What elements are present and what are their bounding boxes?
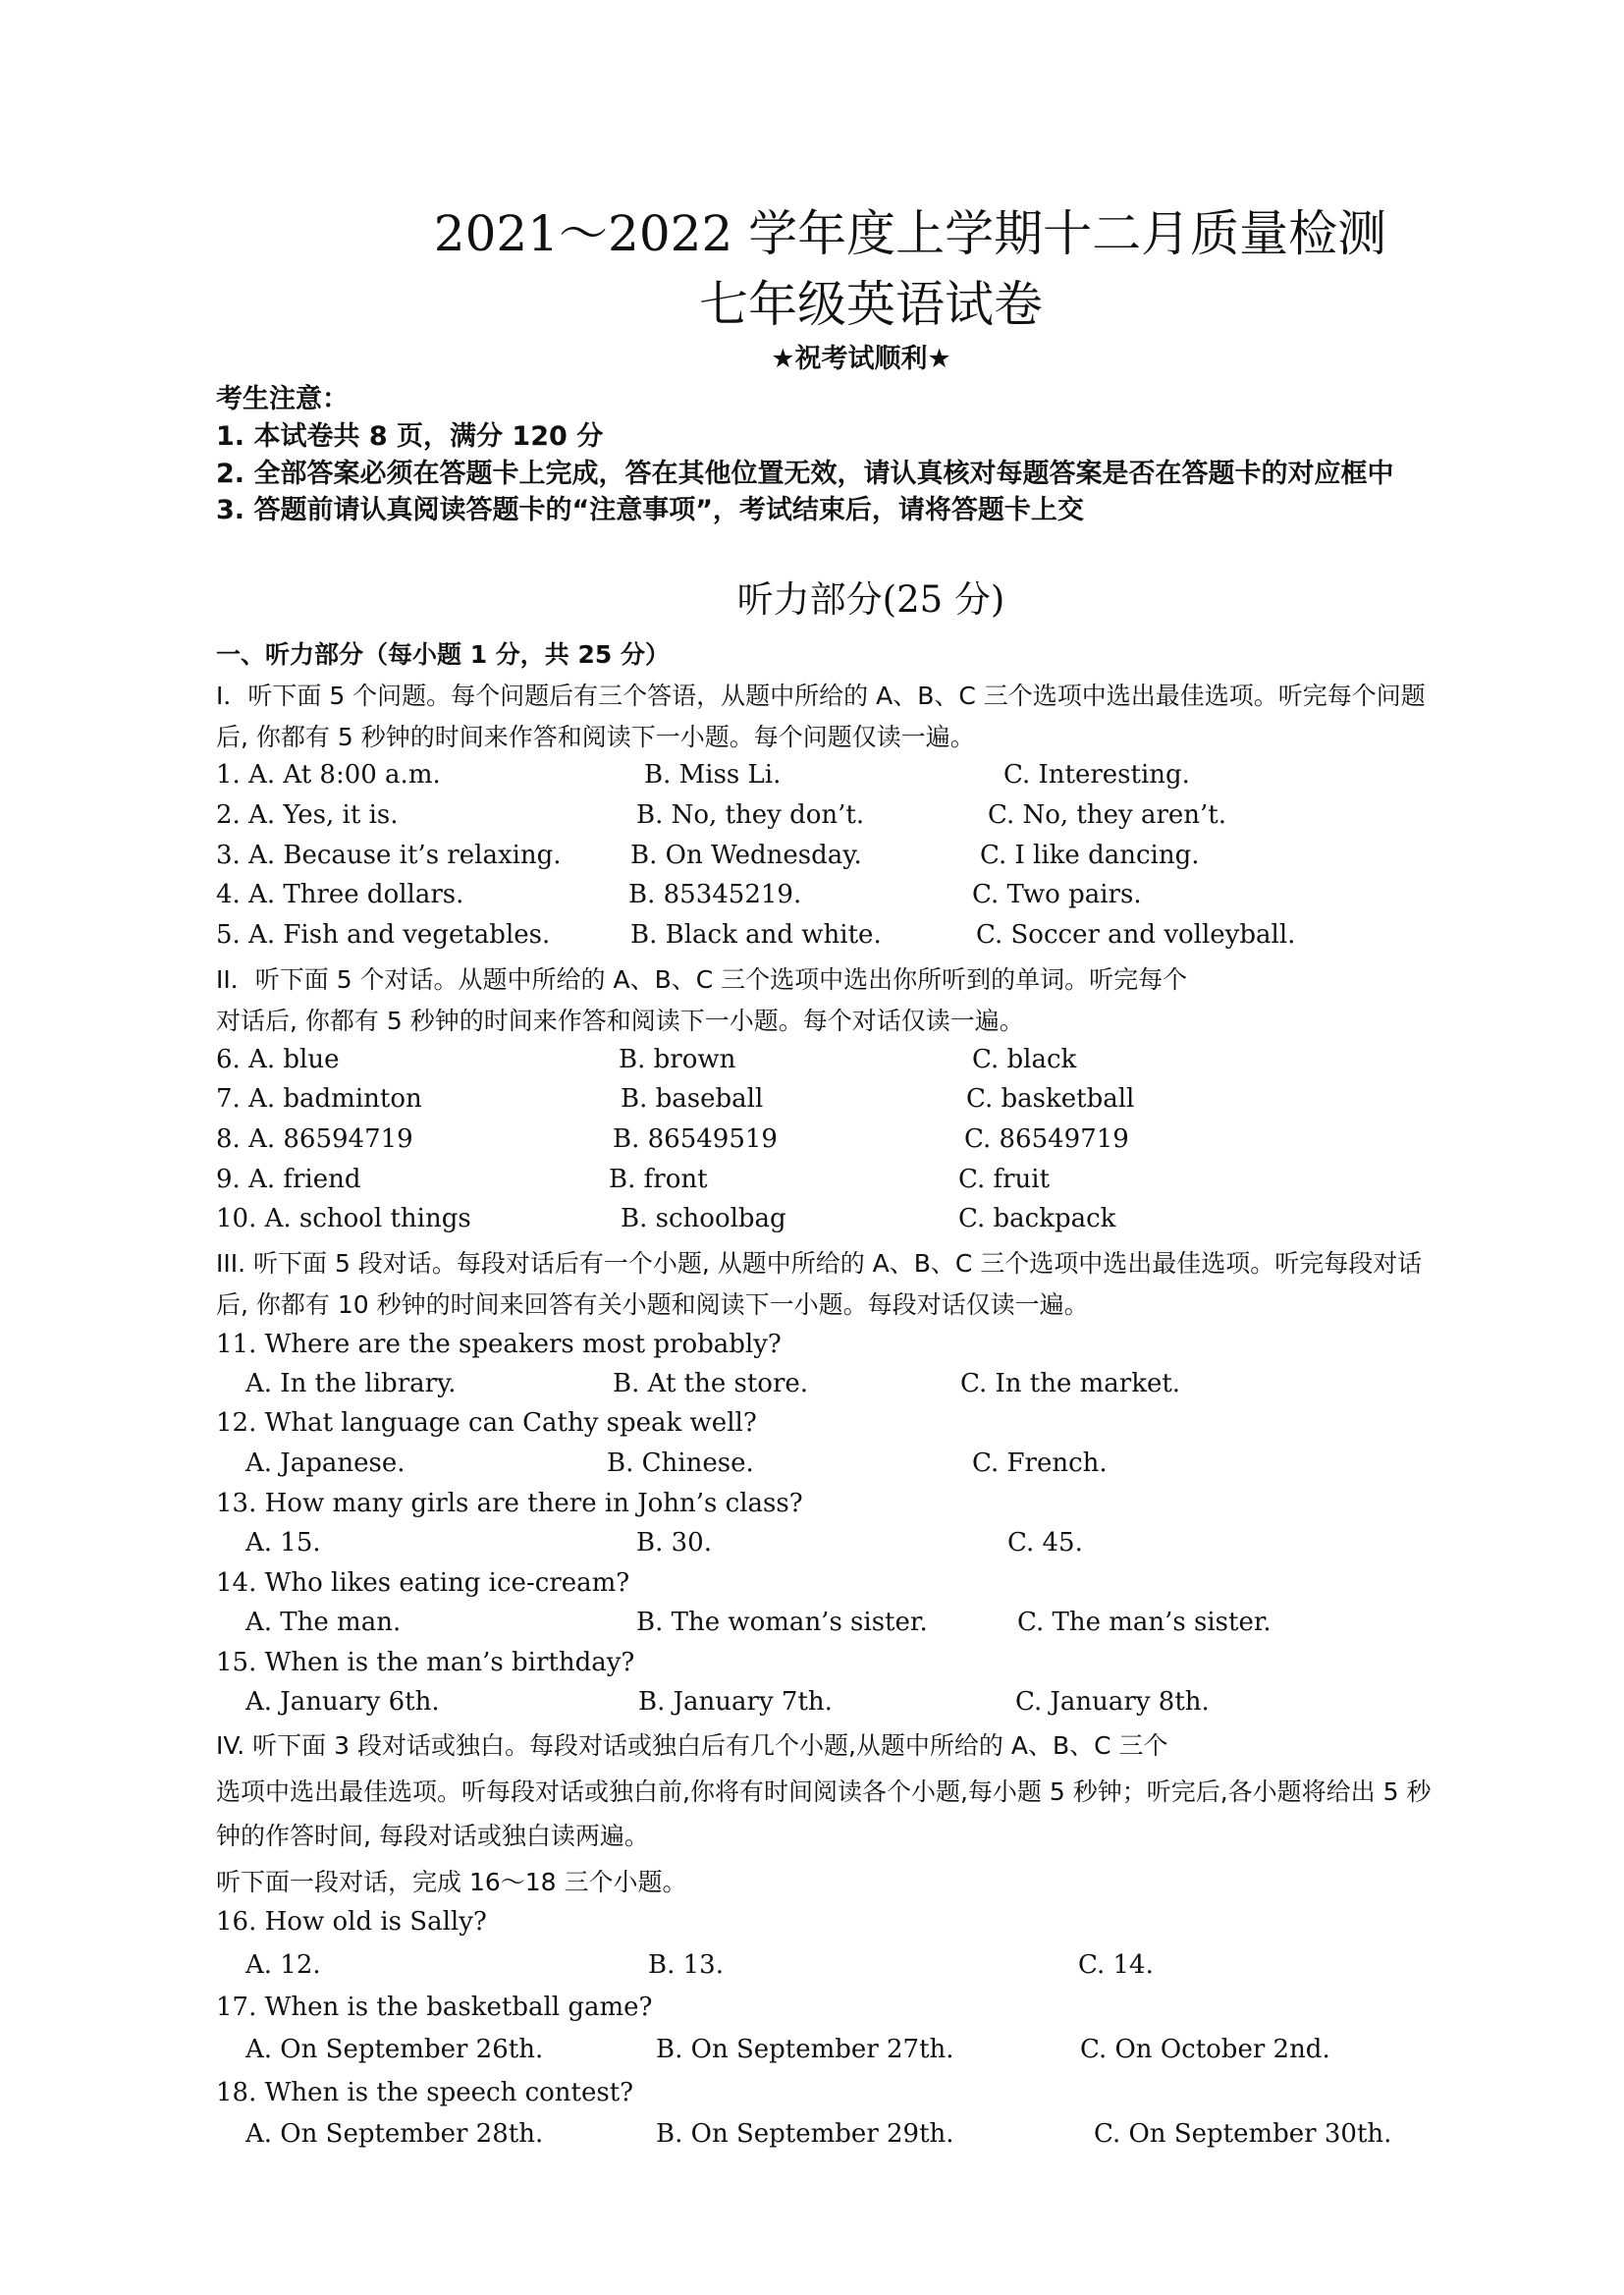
q14-option-b: B. The woman’s sister.: [636, 1608, 928, 1637]
q12-option-c: C. French.: [972, 1448, 1108, 1478]
q15-option-c: C. January 8th.: [1015, 1687, 1210, 1717]
q18-option-b: B. On September 29th.: [656, 2119, 954, 2149]
q10-option-b: B. schoolbag: [621, 1204, 786, 1233]
q1-option-c: C. Interesting.: [1003, 760, 1190, 790]
part3-instructions-line1: III. 听下面 5 段对话。每段对话后有一个小题, 从题中所给的 A、B、C 三个选项中选出最佳选项。听完每段对话: [216, 1249, 1423, 1278]
q15-option-b: B. January 7th.: [638, 1687, 833, 1717]
notice-label: 考生注意：: [216, 384, 349, 414]
q2-option-a: 2. A. Yes, it is.: [216, 800, 399, 830]
q15-question: 15. When is the man’s birthday?: [216, 1648, 635, 1677]
q12-option-a: A. Japanese.: [245, 1448, 406, 1478]
part-heading: 一、听力部分（每小题 1 分，共 25 分）: [216, 640, 671, 669]
q13-option-b: B. 30.: [636, 1528, 712, 1557]
notice-item-1: 1. 本试卷共 8 页，满分 120 分: [216, 421, 604, 452]
q7-option-a: 7. A. badminton: [216, 1084, 422, 1114]
section-title: 听力部分(25 分): [736, 578, 1005, 621]
q7-option-c: C. basketball: [966, 1084, 1135, 1114]
q1-option-a: 1. A. At 8:00 a.m.: [216, 760, 441, 790]
q12-option-b: B. Chinese.: [607, 1448, 754, 1478]
q5-option-a: 5. A. Fish and vegetables.: [216, 920, 551, 950]
q17-option-a: A. On September 26th.: [245, 2035, 544, 2064]
q3-option-c: C. I like dancing.: [980, 841, 1200, 870]
q2-option-c: C. No, they aren’t.: [988, 800, 1227, 830]
q16-question: 16. How old is Sally?: [216, 1907, 487, 1937]
q4-option-b: B. 85345219.: [628, 880, 802, 909]
q14-option-a: A. The man.: [245, 1608, 402, 1637]
q15-option-a: A. January 6th.: [245, 1687, 440, 1717]
q8-option-a: 8. A. 86594719: [216, 1124, 413, 1154]
q10-option-c: C. backpack: [958, 1204, 1116, 1233]
q11-question: 11. Where are the speakers most probably?: [216, 1330, 782, 1359]
part4-sub-instructions: 听下面一段对话，完成 16～18 三个小题。: [216, 1868, 687, 1896]
exam-title-line2: 七年级英语试卷: [699, 276, 1043, 333]
part4-instructions-line3: 钟的作答时间, 每段对话或独白读两遍。: [216, 1822, 649, 1850]
notice-item-3: 3. 答题前请认真阅读答题卡的“注意事项”，考试结束后，请将答题卡上交: [216, 495, 1084, 525]
notice-item-2: 2. 全部答案必须在答题卡上完成，答在其他位置无效，请认真核对每题答案是否在答题卡的对应框中: [216, 459, 1394, 489]
q3-option-a: 3. A. Because it’s relaxing.: [216, 841, 562, 870]
q7-option-b: B. baseball: [621, 1084, 764, 1114]
q11-option-b: B. At the store.: [613, 1369, 809, 1398]
q17-question: 17. When is the basketball game?: [216, 1993, 653, 2022]
q9-option-a: 9. A. friend: [216, 1165, 361, 1194]
q13-question: 13. How many girls are there in John’s class?: [216, 1489, 803, 1518]
q17-option-c: C. On October 2nd.: [1080, 2035, 1330, 2064]
part4-instructions-line2: 选项中选出最佳选项。听每段对话或独白前,你将有时间阅读各个小题,每小题 5 秒钟；听完后,各小题将给出 5 秒: [216, 1777, 1432, 1806]
q9-option-c: C. fruit: [958, 1165, 1051, 1194]
q4-option-c: C. Two pairs.: [972, 880, 1142, 909]
q5-option-b: B. Black and white.: [630, 920, 882, 950]
q18-option-a: A. On September 28th.: [245, 2119, 544, 2149]
part1-instructions-line2: 后, 你都有 5 秒钟的时间来作答和阅读下一小题。每个问题仅读一遍。: [216, 723, 975, 751]
q8-option-b: B. 86549519: [613, 1124, 778, 1154]
part1-instructions-line1: I．听下面 5 个问题。每个问题后有三个答语，从题中所给的 A、B、C 三个选项中选出最佳选项。听完每个问题: [216, 682, 1426, 710]
q16-option-a: A. 12.: [245, 1950, 321, 1980]
q17-option-b: B. On September 27th.: [656, 2035, 954, 2064]
q16-option-c: C. 14.: [1078, 1950, 1154, 1980]
exam-title-line1: 2021～2022 学年度上学期十二月质量检测: [433, 205, 1387, 262]
part3-instructions-line2: 后, 你都有 10 秒钟的时间来回答有关小题和阅读下一小题。每段对话仅读一遍。: [216, 1290, 1089, 1319]
q18-option-c: C. On September 30th.: [1094, 2119, 1392, 2149]
q13-option-c: C. 45.: [1007, 1528, 1083, 1557]
part2-instructions-line2: 对话后, 你都有 5 秒钟的时间来作答和阅读下一小题。每个对话仅读一遍。: [216, 1007, 1024, 1035]
q14-question: 14. Who likes eating ice-cream?: [216, 1568, 630, 1598]
q8-option-c: C. 86549719: [964, 1124, 1129, 1154]
q13-option-a: A. 15.: [245, 1528, 321, 1557]
q12-question: 12. What language can Cathy speak well?: [216, 1408, 757, 1438]
q6-option-a: 6. A. blue: [216, 1045, 340, 1074]
part2-instructions-line1: II．听下面 5 个对话。从题中所给的 A、B、C 三个选项中选出你所听到的单词。听完每个: [216, 965, 1188, 994]
q4-option-a: 4. A. Three dollars.: [216, 880, 464, 909]
q9-option-b: B. front: [609, 1165, 708, 1194]
q6-option-c: C. black: [972, 1045, 1077, 1074]
exam-wish: ★祝考试顺利★: [771, 344, 951, 374]
q5-option-c: C. Soccer and volleyball.: [976, 920, 1296, 950]
q11-option-a: A. In the library.: [245, 1369, 457, 1398]
q18-question: 18. When is the speech contest?: [216, 2078, 634, 2107]
q14-option-c: C. The man’s sister.: [1017, 1608, 1272, 1637]
q16-option-b: B. 13.: [648, 1950, 724, 1980]
q1-option-b: B. Miss Li.: [644, 760, 782, 790]
part4-instructions-line1: IV. 听下面 3 段对话或独白。每段对话或独白后有几个小题,从题中所给的 A、B、C 三个: [216, 1731, 1168, 1760]
q10-option-a: 10. A. school things: [216, 1204, 471, 1233]
q3-option-b: B. On Wednesday.: [630, 841, 862, 870]
q2-option-b: B. No, they don’t.: [636, 800, 865, 830]
q6-option-b: B. brown: [619, 1045, 736, 1074]
q11-option-c: C. In the market.: [960, 1369, 1181, 1398]
